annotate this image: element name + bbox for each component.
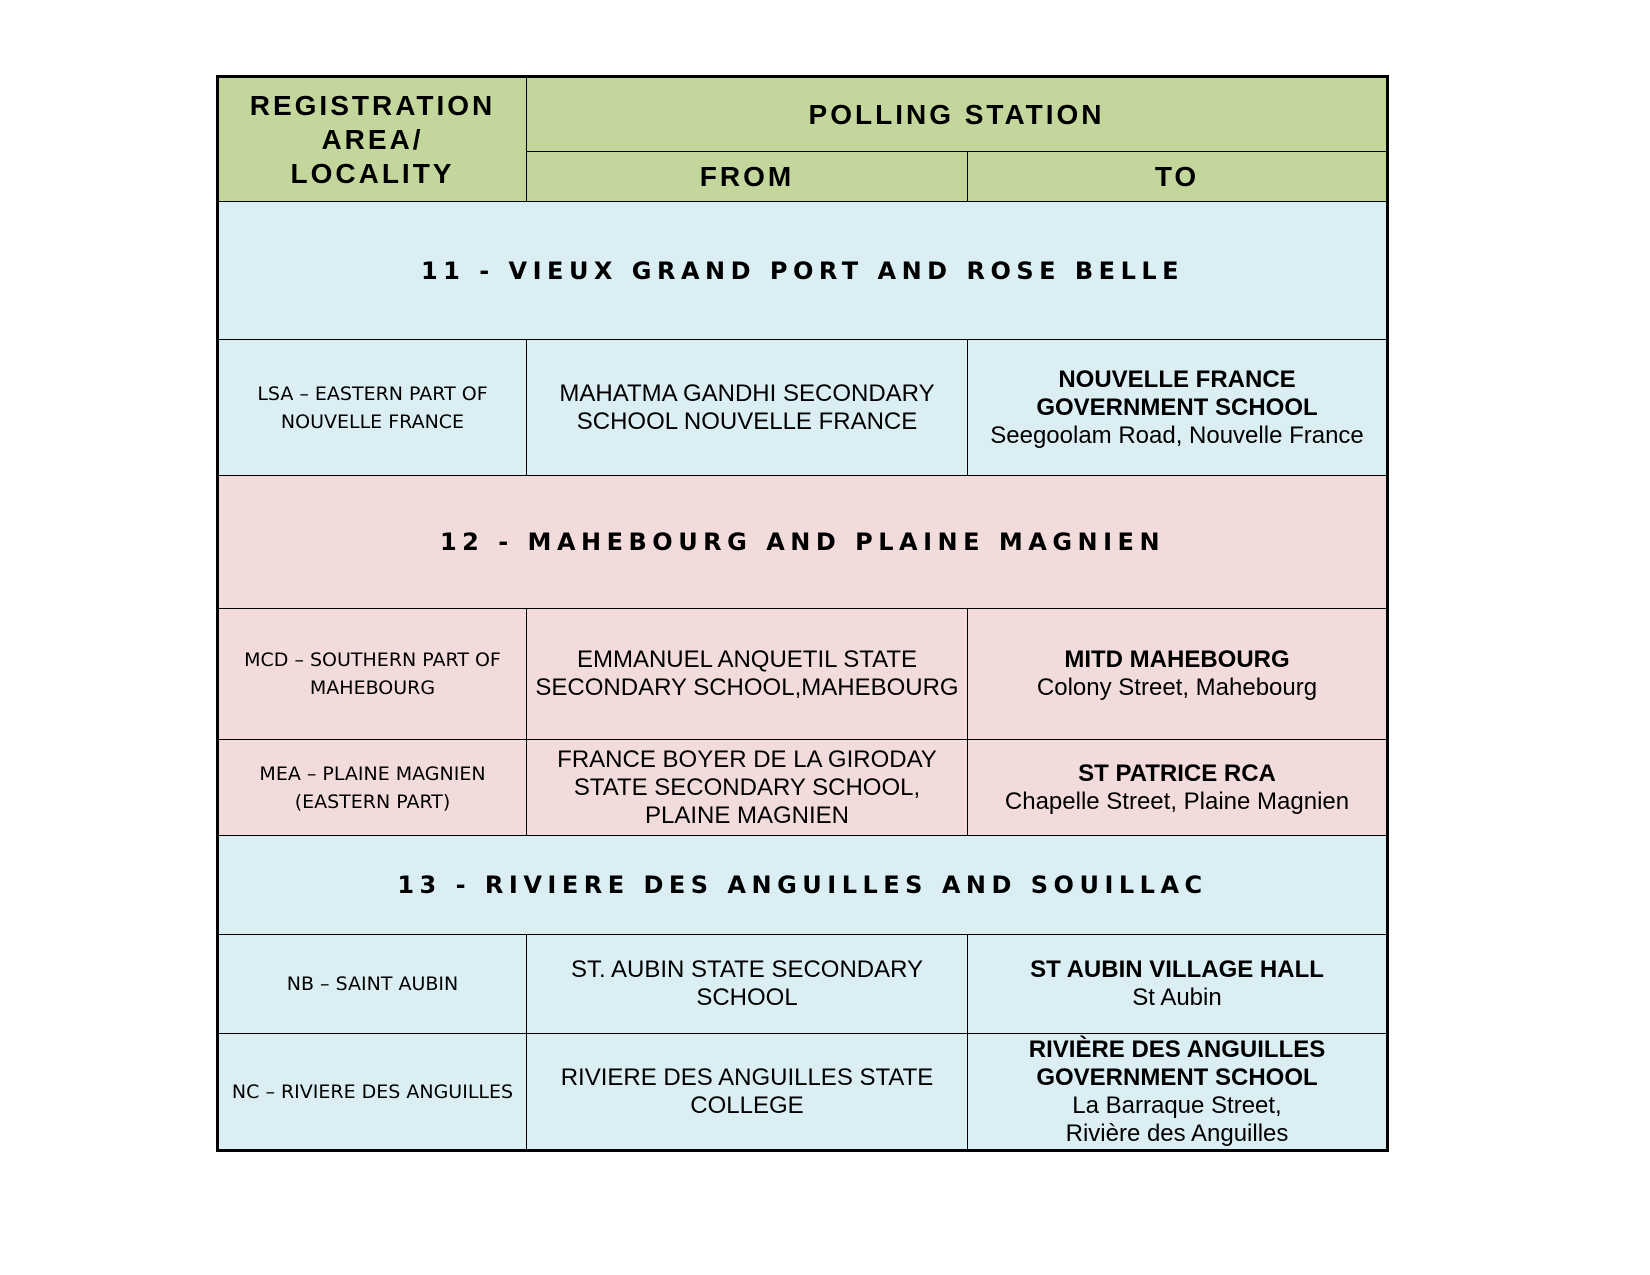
table-row (218, 1034, 1388, 1151)
to-station-name: MITD MAHEBOURG (1064, 646, 1290, 673)
from-station-cell: ST. AUBIN STATE SECONDARY SCHOOL (527, 935, 968, 1034)
locality-cell: MEA – PLAINE MAGNIEN (EASTERN PART) (218, 740, 527, 836)
polling-station-table (216, 75, 1389, 1152)
to-station-cell (968, 340, 1388, 476)
from-station-cell: RIVIERE DES ANGUILLES STATE COLLEGE (527, 1034, 968, 1151)
table-row (218, 740, 1388, 836)
locality-cell: NB – SAINT AUBIN (218, 935, 527, 1034)
to-station-address-line1: La Barraque Street, (1072, 1091, 1282, 1119)
to-station-name: RIVIÈRE DES ANGUILLES GOVERNMENT SCHOOL (1028, 1035, 1326, 1091)
to-station-cell (968, 609, 1388, 740)
header-polling-station: POLLING STATION (527, 77, 1388, 152)
to-station-name: ST AUBIN VILLAGE HALL (1030, 956, 1324, 983)
to-station-cell (968, 935, 1388, 1034)
to-station-cell (968, 740, 1388, 836)
table-row (218, 340, 1388, 476)
locality-cell: NC – RIVIERE DES ANGUILLES (218, 1034, 527, 1151)
to-station-address: St Aubin (1132, 984, 1222, 1011)
table-row (218, 935, 1388, 1034)
from-station-cell: EMMANUEL ANQUETIL STATE SECONDARY SCHOOL,MAHEBOURG (527, 609, 968, 740)
section-row (218, 476, 1388, 609)
section-title: 12 - MAHEBOURG AND PLAINE MAGNIEN (218, 476, 1388, 609)
to-station-address-line2: Rivière des Anguilles (1065, 1119, 1289, 1147)
header-from: FROM (527, 152, 968, 202)
to-station-address: Colony Street, Mahebourg (1036, 674, 1318, 701)
to-station-cell (968, 1034, 1388, 1151)
header-row-top (218, 77, 1388, 152)
to-station-name: ST PATRICE RCA (1078, 759, 1276, 787)
section-row (218, 836, 1388, 935)
table-row (218, 609, 1388, 740)
locality-cell: MCD – SOUTHERN PART OF MAHEBOURG (218, 609, 527, 740)
header-to: TO (968, 152, 1388, 202)
header-registration-area: REGISTRATION AREA/ LOCALITY (218, 77, 527, 202)
to-station-address: Seegoolam Road, Nouvelle France (990, 421, 1364, 449)
to-station-address: Chapelle Street, Plaine Magnien (1004, 787, 1350, 815)
to-station-name: NOUVELLE FRANCE GOVERNMENT SCHOOL (1036, 365, 1318, 421)
section-title: 13 - RIVIERE DES ANGUILLES AND SOUILLAC (218, 836, 1388, 935)
from-station-cell: FRANCE BOYER DE LA GIRODAY STATE SECONDARY SCHOOL, PLAINE MAGNIEN (527, 740, 968, 836)
from-station-cell: MAHATMA GANDHI SECONDARY SCHOOL NOUVELLE FRANCE (527, 340, 968, 476)
section-title: 11 - VIEUX GRAND PORT AND ROSE BELLE (218, 202, 1388, 340)
section-row (218, 202, 1388, 340)
locality-cell: LSA – EASTERN PART OF NOUVELLE FRANCE (218, 340, 527, 476)
